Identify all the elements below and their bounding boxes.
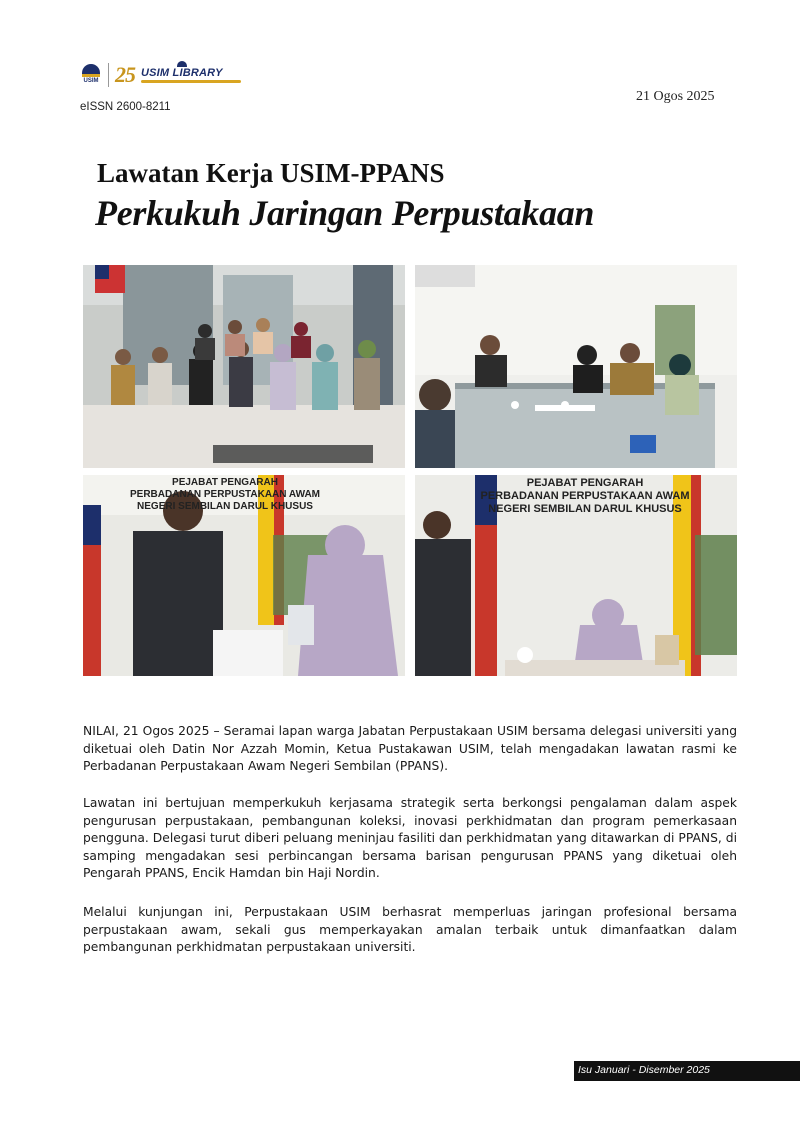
footer-issue-text: Isu Januari - Disember 2025 bbox=[578, 1064, 710, 1076]
meeting-photo bbox=[415, 265, 737, 468]
sign-line1: PEJABAT PENGARAH bbox=[172, 477, 278, 488]
sign-line2: PERBADANAN PERPUSTAKAAN AWAM bbox=[130, 489, 321, 500]
photo4-sign bbox=[470, 477, 700, 516]
photo3-sign bbox=[130, 477, 320, 513]
article-paragraph: NILAI, 21 Ogos 2025 – Seramai lapan warga Jabatan Perpustakaan USIM bersama delegasi universiti yang diketuai oleh Datin Nor Azzah Momin, Ketua Pustakawan USIM, telah mengadakan lawatan rasmi ke Perbadanan Perpustakaan Awam Negeri Sembilan (PPANS). bbox=[83, 724, 737, 773]
header-logos bbox=[80, 60, 241, 90]
article-paragraph: Melalui kunjungan ini, Perpustakaan USIM berhasrat memperluas jaringan profesional bersama perpustakaan awam, sekali gus memperkayakan amalan terbaik untuk dimanfaatkan dalam pembangunan perkhidmatan perpustakaan universiti. bbox=[83, 905, 737, 954]
usim-logo bbox=[80, 62, 102, 88]
group-photo bbox=[83, 265, 405, 468]
footer-issue-bar bbox=[574, 1061, 800, 1081]
article-paragraph: Lawatan ini bertujuan memperkukuh kerjasama strategik serta berkongsi pengalaman dalam aspek pengurusan perpustakaan, pembangunan koleksi, inovasi perkhidmatan dan program pemerkasaan pengguna. Delegasi turut diberi peluang meninjau fasiliti dan perkhidmatan yang ditawarkan di PPANS, di samping mengadakan sesi perbincangan bersama barisan pengurusan PPANS yang diketuai oleh Pengarah PPANS, Encik Hamdan bin Haji Nordin. bbox=[83, 796, 737, 880]
article-title-line2: Perkukuh Jaringan Perpustakaan bbox=[95, 193, 595, 233]
sign-line2: PERBADANAN PERPUSTAKAAN AWAM bbox=[480, 490, 690, 502]
sign-line3: NEGERI SEMBILAN DARUL KHUSUS bbox=[488, 503, 682, 515]
publish-date: 21 Ogos 2025 bbox=[636, 89, 715, 104]
eissn: eISSN 2600-8211 bbox=[80, 101, 171, 113]
sign-line3: NEGERI SEMBILAN DARUL KHUSUS bbox=[137, 501, 313, 512]
usim-library-logo bbox=[141, 67, 241, 83]
article-title-line1: Lawatan Kerja USIM-PPANS bbox=[97, 158, 445, 188]
logo-divider bbox=[108, 63, 109, 87]
sign-line1: PEJABAT PENGARAH bbox=[526, 477, 644, 489]
usim-library-logo-text: USIM LIBRARY bbox=[141, 67, 223, 79]
anniversary-logo: 25 bbox=[115, 62, 135, 87]
usim-logo-text: USIM bbox=[83, 78, 99, 84]
